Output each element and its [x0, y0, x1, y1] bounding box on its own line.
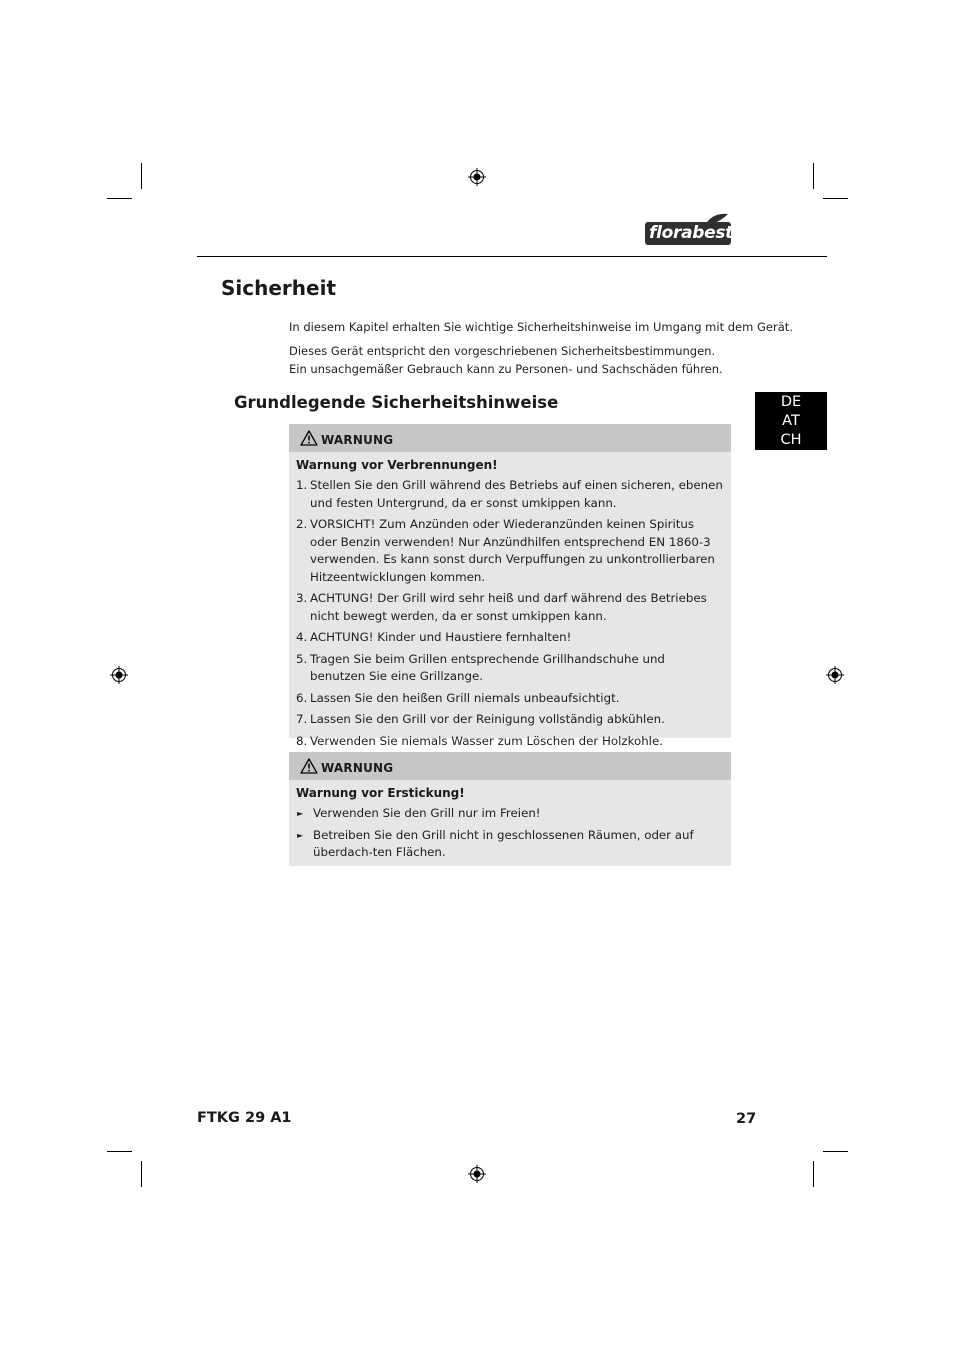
item-text: Lassen Sie den heißen Grill niemals unbeaufsichtigt. [310, 690, 620, 705]
crop-mark [141, 163, 142, 189]
list-item [289, 651, 731, 686]
item-number: 8. [296, 733, 308, 748]
crop-mark [813, 1161, 814, 1187]
warning-header [289, 424, 731, 452]
warning-box-burns [289, 424, 731, 748]
item-text: Stellen Sie den Grill während des Betriebs auf einen sicheren, ebenen und festen Untergrund, da er sonst umkippen kann. [310, 478, 723, 510]
crop-mark [107, 198, 132, 199]
item-number: 2. [296, 517, 308, 531]
bullet-arrow-icon: ► [297, 830, 304, 840]
item-number: 6. [296, 690, 308, 705]
item-text: Tragen Sie beim Grillen entsprechende Grillhandschuhe und benutzen Sie eine Grillzange. [310, 651, 665, 683]
item-number: 5. [296, 651, 308, 666]
list-item [289, 711, 731, 729]
registration-mark-icon [110, 666, 128, 684]
intro-paragraph: Ein unsachgemäßer Gebrauch kann zu Personen- und Sachschäden führen. [289, 362, 723, 376]
list-item [289, 629, 731, 647]
warning-label: WARNUNG [321, 761, 394, 775]
item-text: VORSICHT! Zum Anzünden oder Wiederanzünden keinen Spiritus oder Benzin verwenden! Nur Anzündhilfen entsprechend EN 1860-3 verwenden. Es kann sonst durch Verpuffungen zu unkontrollierbaren Hitzeentwicklungen kommen. [310, 517, 715, 584]
intro-paragraph: Dieses Gerät entspricht den vorgeschriebenen Sicherheitsbestimmungen. [289, 344, 716, 358]
list-item [289, 690, 731, 708]
list-item [289, 827, 731, 862]
logo-text: florabest [649, 223, 734, 243]
warning-label: WARNUNG [321, 433, 394, 447]
item-number: 3. [296, 591, 308, 605]
crop-mark [823, 198, 848, 199]
brand-logo [645, 213, 733, 247]
crop-mark [823, 1151, 848, 1152]
warning-subtitle: Warnung vor Verbrennungen! [296, 458, 498, 472]
list-item [289, 805, 731, 823]
bullet-arrow-icon: ► [297, 809, 304, 818]
list-item [289, 516, 731, 586]
item-text: Betreiben Sie den Grill nicht in geschlossenen Räumen, oder auf überdach-ten Flächen. [313, 827, 694, 859]
page-number: 27 [736, 1111, 757, 1127]
warning-triangle-icon [300, 430, 318, 446]
language-code: AT [782, 413, 800, 429]
item-text: ACHTUNG! Der Grill wird sehr heiß und darf während des Betriebes nicht bewegt werden, da er sonst umkippen kann. [310, 591, 707, 623]
language-code: DE [780, 394, 802, 410]
item-text: Verwenden Sie den Grill nur im Freien! [313, 806, 541, 820]
registration-mark-icon [468, 168, 486, 186]
registration-mark-icon [826, 666, 844, 684]
header-rule [197, 256, 827, 257]
language-code: CH [780, 432, 802, 448]
page-title: Sicherheit [221, 276, 336, 300]
warning-triangle-icon [300, 758, 318, 774]
intro-paragraph: In diesem Kapitel erhalten Sie wichtige Sicherheitshinweise im Umgang mit dem Gerät. [289, 320, 793, 334]
footer-model: FTKG 29 A1 [197, 1110, 292, 1126]
item-text: Verwenden Sie niemals Wasser zum Löschen der Holzkohle. [310, 733, 663, 748]
crop-mark [141, 1161, 142, 1187]
crop-mark [813, 163, 814, 189]
item-text: ACHTUNG! Kinder und Haustiere fernhalten! [310, 630, 572, 644]
list-item [289, 590, 731, 625]
warning-header [289, 752, 731, 780]
warning-subtitle: Warnung vor Erstickung! [296, 786, 465, 800]
language-tab [755, 392, 827, 450]
item-number: 7. [296, 712, 308, 726]
item-number: 1. [296, 478, 308, 492]
warning-box-suffocation [289, 752, 731, 866]
list-item [289, 477, 731, 512]
section-title: Grundlegende Sicherheitshinweise [234, 393, 559, 412]
registration-mark-icon [468, 1165, 486, 1183]
item-text: Lassen Sie den Grill vor der Reinigung vollständig abkühlen. [310, 712, 665, 726]
item-number: 4. [296, 630, 308, 644]
list-item [289, 733, 731, 751]
crop-mark [107, 1151, 132, 1152]
